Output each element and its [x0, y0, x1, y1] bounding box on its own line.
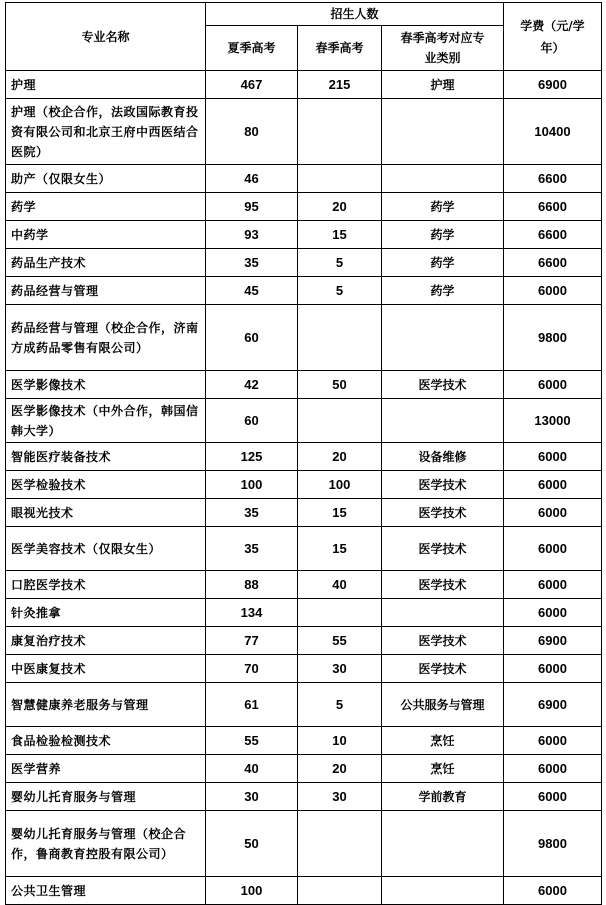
table-row	[6, 277, 602, 305]
major-name-header: 专业名称	[6, 3, 206, 71]
spring-category-cell: 药学	[382, 193, 504, 221]
spring-count-cell: 50	[298, 371, 382, 399]
spring-category-cell: 医学技术	[382, 571, 504, 599]
table-row	[6, 783, 602, 811]
summer-count-cell: 60	[206, 399, 298, 443]
table-row	[6, 305, 602, 371]
tuition-cell: 6900	[504, 683, 602, 727]
spring-count-cell: 15	[298, 527, 382, 571]
tuition-cell: 6600	[504, 165, 602, 193]
summer-count-cell: 93	[206, 221, 298, 249]
tuition-header-label: 学费（元/学年）	[520, 18, 585, 55]
tuition-cell: 6600	[504, 221, 602, 249]
enrollment-table	[5, 2, 602, 905]
enrollment-count-header: 招生人数	[206, 3, 504, 26]
summer-count-cell: 55	[206, 727, 298, 755]
summer-count-cell: 46	[206, 165, 298, 193]
tuition-cell: 6000	[504, 471, 602, 499]
table-header	[6, 3, 602, 71]
major-name-cell: 医学影像技术	[6, 371, 206, 399]
table-row	[6, 371, 602, 399]
spring-exam-header: 春季高考	[298, 26, 382, 71]
tuition-cell: 6900	[504, 627, 602, 655]
major-name-cell: 护理（校企合作，法政国际教育投资有限公司和北京王府中西医结合医院）	[6, 99, 206, 165]
tuition-cell: 6000	[504, 783, 602, 811]
major-name-cell: 药品经营与管理（校企合作，济南方成药品零售有限公司）	[6, 305, 206, 371]
spring-count-cell: 55	[298, 627, 382, 655]
spring-category-cell	[382, 599, 504, 627]
spring-count-cell: 5	[298, 683, 382, 727]
tuition-cell: 6000	[504, 443, 602, 471]
spring-category-cell: 设备维修	[382, 443, 504, 471]
tuition-cell: 6000	[504, 571, 602, 599]
spring-category-cell: 公共服务与管理	[382, 683, 504, 727]
major-name-cell: 智能医疗装备技术	[6, 443, 206, 471]
summer-count-cell: 95	[206, 193, 298, 221]
spring-category-cell	[382, 305, 504, 371]
spring-count-cell	[298, 811, 382, 877]
spring-category-cell: 药学	[382, 277, 504, 305]
tuition-cell: 9800	[504, 811, 602, 877]
tuition-cell: 6600	[504, 193, 602, 221]
table-row	[6, 499, 602, 527]
major-name-cell: 护理	[6, 71, 206, 99]
major-name-cell: 医学检验技术	[6, 471, 206, 499]
summer-count-cell: 60	[206, 305, 298, 371]
summer-count-cell: 42	[206, 371, 298, 399]
tuition-cell: 6900	[504, 71, 602, 99]
table-row	[6, 399, 602, 443]
spring-count-cell	[298, 877, 382, 905]
summer-count-cell: 467	[206, 71, 298, 99]
spring-count-cell: 100	[298, 471, 382, 499]
major-name-cell: 中医康复技术	[6, 655, 206, 683]
spring-count-cell: 15	[298, 221, 382, 249]
spring-count-cell: 10	[298, 727, 382, 755]
spring-category-cell: 学前教育	[382, 783, 504, 811]
summer-count-cell: 100	[206, 471, 298, 499]
spring-category-cell	[382, 99, 504, 165]
spring-category-header	[382, 26, 504, 71]
spring-category-cell: 医学技术	[382, 627, 504, 655]
spring-category-cell	[382, 399, 504, 443]
summer-count-cell: 35	[206, 499, 298, 527]
table-row	[6, 755, 602, 783]
table-row	[6, 443, 602, 471]
tuition-header	[504, 3, 602, 71]
spring-count-cell	[298, 305, 382, 371]
tuition-cell: 6600	[504, 249, 602, 277]
tuition-cell: 10400	[504, 99, 602, 165]
major-name-cell: 助产（仅限女生）	[6, 165, 206, 193]
spring-category-cell: 医学技术	[382, 371, 504, 399]
major-name-cell: 智慧健康养老服务与管理	[6, 683, 206, 727]
table-row	[6, 727, 602, 755]
tuition-cell: 6000	[504, 727, 602, 755]
spring-category-cell: 药学	[382, 221, 504, 249]
table-row	[6, 71, 602, 99]
spring-category-cell: 护理	[382, 71, 504, 99]
table-row	[6, 627, 602, 655]
tuition-cell: 6000	[504, 599, 602, 627]
spring-count-cell: 40	[298, 571, 382, 599]
tuition-cell: 6000	[504, 499, 602, 527]
spring-count-cell: 30	[298, 783, 382, 811]
major-name-cell: 口腔医学技术	[6, 571, 206, 599]
major-name-cell: 公共卫生管理	[6, 877, 206, 905]
spring-count-cell: 215	[298, 71, 382, 99]
tuition-cell: 6000	[504, 755, 602, 783]
summer-count-cell: 35	[206, 527, 298, 571]
spring-category-header-label: 春季高考对应专业类别	[400, 31, 485, 65]
summer-count-cell: 88	[206, 571, 298, 599]
major-name-cell: 药品生产技术	[6, 249, 206, 277]
table-row	[6, 249, 602, 277]
table-row	[6, 877, 602, 905]
major-name-cell: 药学	[6, 193, 206, 221]
major-name-cell: 药品经营与管理	[6, 277, 206, 305]
tuition-cell: 6000	[504, 371, 602, 399]
summer-count-cell: 100	[206, 877, 298, 905]
spring-count-cell: 30	[298, 655, 382, 683]
major-name-cell: 医学营养	[6, 755, 206, 783]
table-row	[6, 527, 602, 571]
table-row	[6, 683, 602, 727]
spring-count-cell: 20	[298, 443, 382, 471]
spring-count-cell: 20	[298, 755, 382, 783]
spring-count-cell	[298, 99, 382, 165]
spring-category-cell	[382, 877, 504, 905]
tuition-cell: 6000	[504, 527, 602, 571]
spring-category-cell: 医学技术	[382, 499, 504, 527]
major-name-cell: 康复治疗技术	[6, 627, 206, 655]
summer-count-cell: 50	[206, 811, 298, 877]
table-row	[6, 471, 602, 499]
table-row	[6, 99, 602, 165]
spring-category-cell: 医学技术	[382, 655, 504, 683]
table-row	[6, 571, 602, 599]
summer-count-cell: 77	[206, 627, 298, 655]
spring-category-cell: 烹饪	[382, 727, 504, 755]
summer-count-cell: 35	[206, 249, 298, 277]
summer-count-cell: 125	[206, 443, 298, 471]
spring-count-cell: 5	[298, 249, 382, 277]
table-row	[6, 193, 602, 221]
table-row	[6, 655, 602, 683]
major-name-cell: 医学影像技术（中外合作，韩国信韩大学）	[6, 399, 206, 443]
major-name-cell: 中药学	[6, 221, 206, 249]
spring-category-cell: 医学技术	[382, 471, 504, 499]
spring-count-cell	[298, 165, 382, 193]
summer-exam-header: 夏季高考	[206, 26, 298, 71]
table-row	[6, 599, 602, 627]
tuition-cell: 6000	[504, 277, 602, 305]
major-name-cell: 眼视光技术	[6, 499, 206, 527]
spring-category-cell: 药学	[382, 249, 504, 277]
spring-count-cell: 5	[298, 277, 382, 305]
tuition-cell: 6000	[504, 655, 602, 683]
summer-count-cell: 80	[206, 99, 298, 165]
summer-count-cell: 40	[206, 755, 298, 783]
table-row	[6, 221, 602, 249]
spring-count-cell	[298, 399, 382, 443]
spring-count-cell	[298, 599, 382, 627]
major-name-cell: 针灸推拿	[6, 599, 206, 627]
spring-category-cell: 烹饪	[382, 755, 504, 783]
major-name-cell: 婴幼儿托育服务与管理（校企合作，鲁商教育控股有限公司）	[6, 811, 206, 877]
tuition-cell: 9800	[504, 305, 602, 371]
summer-count-cell: 134	[206, 599, 298, 627]
table-body	[6, 71, 602, 905]
summer-count-cell: 45	[206, 277, 298, 305]
spring-category-cell	[382, 165, 504, 193]
header-row-top	[6, 3, 602, 26]
tuition-cell: 13000	[504, 399, 602, 443]
summer-count-cell: 70	[206, 655, 298, 683]
summer-count-cell: 30	[206, 783, 298, 811]
table-row	[6, 811, 602, 877]
spring-count-cell: 15	[298, 499, 382, 527]
spring-category-cell: 医学技术	[382, 527, 504, 571]
table-row	[6, 165, 602, 193]
spring-count-cell: 20	[298, 193, 382, 221]
major-name-cell: 食品检验检测技术	[6, 727, 206, 755]
spring-category-cell	[382, 811, 504, 877]
summer-count-cell: 61	[206, 683, 298, 727]
major-name-cell: 医学美容技术（仅限女生）	[6, 527, 206, 571]
tuition-cell: 6000	[504, 877, 602, 905]
major-name-cell: 婴幼儿托育服务与管理	[6, 783, 206, 811]
